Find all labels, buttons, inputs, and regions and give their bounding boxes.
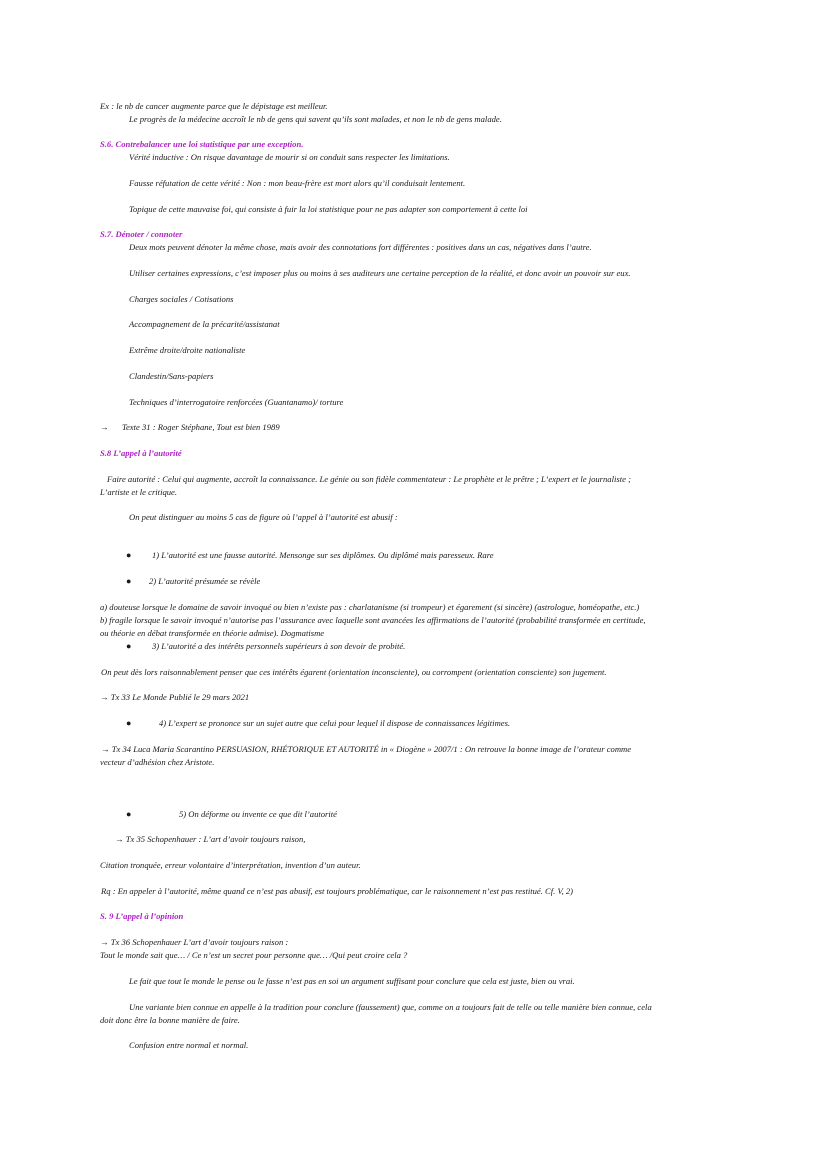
paragraph: Faire autorité : Celui qui augmente, accroît la connaissance. Le génie ou son fidèle commentateur : Le prophète et le prêtre ; L’expert et le journaliste ;	[107, 474, 631, 484]
paragraph: Tout le monde sait que… / Ce n’est un secret pour personne que… /Qui peut croire cela ?	[100, 950, 408, 960]
paragraph: Confusion entre normal et normal.	[129, 1040, 249, 1050]
example-pair: Accompagnement de la précarité/assistanat	[129, 319, 280, 329]
text-reference: → Tx 34 Luca Maria Scarantino PERSUASION, RHÉTORIQUE ET AUTORITÉ in « Diogène » 2007/1 : On retrouve la bonne image de l’orateur comme	[101, 744, 632, 754]
example-explanation: Le progrès de la médecine accroît le nb de gens qui savent qu’ils sont malades, et non le nb de gens malade.	[129, 114, 502, 124]
bullet-icon: ●	[126, 809, 132, 819]
paragraph: Utiliser certaines expressions, c’est imposer plus ou moins à ses auditeurs une certaine perception de la réalité, et donc avoir un pouvoir sur eux.	[129, 268, 631, 278]
text-reference: vecteur d’adhésion chez Aristote.	[100, 757, 215, 767]
paragraph: Fausse réfutation de cette vérité : Non : mon beau-frère est mort alors qu’il conduisait lentement.	[129, 178, 466, 188]
paragraph: ou théorie en débat transformée en théorie admise). Dogmatisme	[100, 628, 325, 638]
paragraph: Vérité inductive : On risque davantage de mourir si on conduit sans respecter les limitations.	[129, 152, 450, 162]
paragraph: Deux mots peuvent dénoter la même chose, mais avoir des connotations fort différentes : positives dans un cas, négatives dans l’autre.	[129, 242, 592, 252]
paragraph: a) douteuse lorsque le domaine de savoir invoqué ou bien n’existe pas : charlatanisme (si trompeur) et égarement (si sincère) (astrologue, homéopathe, etc.)	[100, 602, 640, 612]
paragraph: L’artiste et le critique.	[100, 487, 178, 497]
paragraph: b) fragile lorsque le savoir invoqué n’autorise pas l’assurance avec laquelle sont avancées les affirmations de l’autorité (probabilité transformée en certitude,	[100, 615, 646, 625]
remark: Rq : En appeler à l’autorité, même quand ce n’est pas abusif, est toujours problématique, car le raisonnement n’est pas restitué. Cf. V, 2)	[101, 886, 574, 896]
bullet-icon: ●	[126, 641, 132, 651]
bullet-icon: ●	[126, 576, 132, 586]
list-item: 5) On déforme ou invente ce que dit l’autorité	[179, 809, 337, 819]
text-reference: → Tx 33 Le Monde Publié le 29 mars 2021	[100, 692, 250, 702]
bullet-icon: ●	[126, 550, 132, 560]
example-line: Ex : le nb de cancer augmente parce que le dépistage est meilleur.	[100, 101, 328, 111]
paragraph: On peut distinguer au moins 5 cas de figure où l’appel à l’autorité est abusif :	[129, 512, 398, 522]
paragraph: Une variante bien connue en appelle à la tradition pour conclure (faussement) que, comme on a toujours fait de telle ou telle manière bien connue, cela	[129, 1002, 652, 1012]
bullet-icon: ●	[126, 718, 132, 728]
paragraph: On peut dès lors raisonnablement penser que ces intérêts égarent (orientation inconsciente), ou corrompent (orientation consciente) son jugement.	[101, 667, 607, 677]
section-heading-s9: S. 9 L’appel à l’opinion	[100, 911, 184, 921]
list-item: 4) L’expert se prononce sur un sujet autre que celui pour lequel il dispose de connaissances légitimes.	[159, 718, 511, 728]
section-heading-s8: S.8 L’appel à l’autorité	[100, 448, 182, 458]
example-pair: Clandestin/Sans-papiers	[129, 371, 214, 381]
paragraph: doit donc être la bonne manière de faire.	[100, 1015, 240, 1025]
paragraph: Topique de cette mauvaise foi, qui consiste à fuir la loi statistique pour ne pas adapter son comportement à cette loi	[129, 204, 528, 214]
list-item: 3) L’autorité a des intérêts personnels supérieurs à son devoir de probité.	[152, 641, 406, 651]
text-reference: → Tx 35 Schopenhauer : L’art d’avoir toujours raison,	[115, 834, 306, 844]
paragraph: Citation tronquée, erreur volontaire d’interprétation, invention d’un auteur.	[100, 860, 361, 870]
example-pair: Techniques d’interrogatoire renforcées (Guantanamo)/ torture	[129, 397, 344, 407]
arrow-icon: →	[100, 422, 109, 432]
example-pair: Charges sociales / Cotisations	[129, 294, 234, 304]
section-heading-s6: S.6. Contrebalancer une loi statistique par une exception.	[100, 139, 304, 149]
example-pair: Extrême droite/droite nationaliste	[129, 345, 246, 355]
text-reference: → Tx 36 Schopenhauer L’art d’avoir toujours raison :	[100, 937, 289, 947]
list-item: 2) L’autorité présumée se révèle	[149, 576, 261, 586]
list-item: 1) L’autorité est une fausse autorité. Mensonge sur ses diplômes. Ou diplômé mais paresseux. Rare	[152, 550, 494, 560]
paragraph: Le fait que tout le monde le pense ou le fasse n’est pas en soi un argument suffisant pour conclure que cela est juste, bien ou vrai.	[129, 976, 575, 986]
section-heading-s7: S.7. Dénoter / connoter	[100, 229, 183, 239]
text-reference: Texte 31 : Roger Stéphane, Tout est bien 1989	[122, 422, 280, 432]
